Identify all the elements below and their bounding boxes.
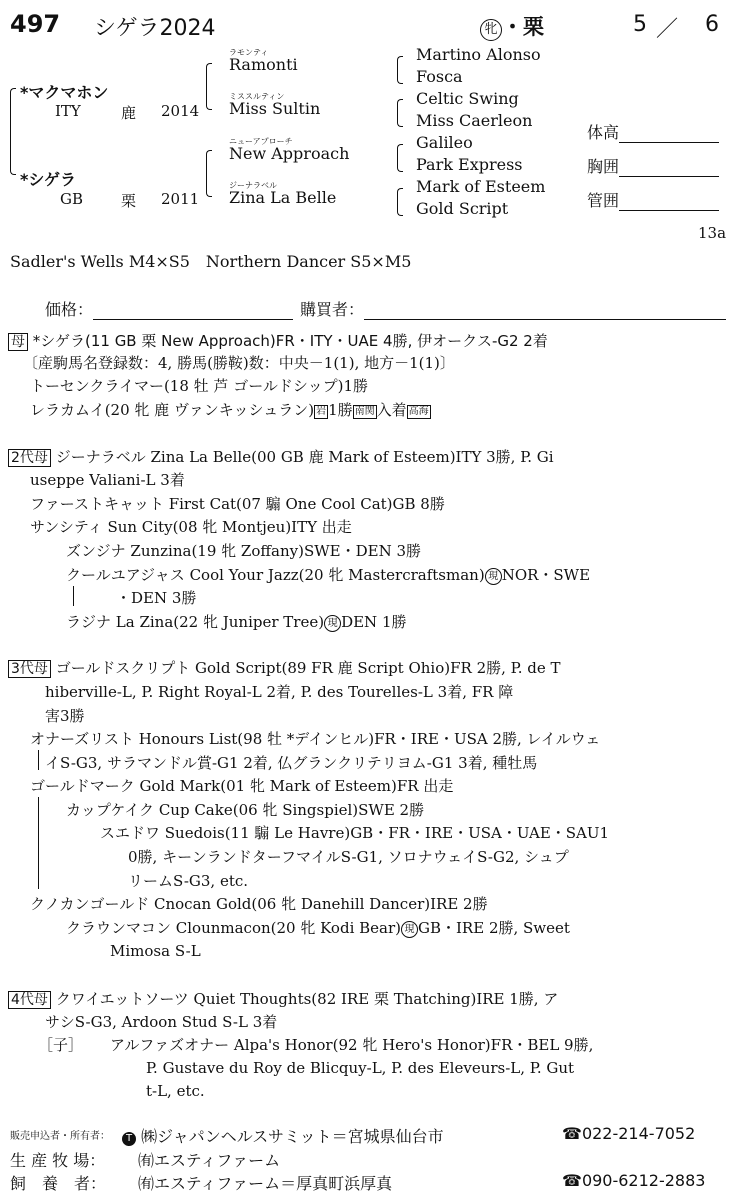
dam-dam-ruby: ジーナラベル: [229, 181, 277, 190]
third-dam-line-10: リームS-G3, etc.: [128, 872, 249, 890]
fourth-dam-line-2: サシS-G3, Ardoon Stud S-L 3着: [45, 1013, 278, 1031]
breeder: ㈲エスティファーム: [138, 1151, 281, 1170]
second-dam-line-1: 2代母 ジーナラベル Zina La Belle(00 GB 鹿 Mark of Esteem)ITY 3勝, P. Gi: [8, 446, 554, 469]
fourth-dam-children-label: ［子］: [38, 1036, 84, 1054]
second-dam-line-4: サンシティ Sun City(08 牝 Montjeu)ITY 出走: [30, 518, 352, 536]
seller-label: 販売申込者・所有者：: [10, 1131, 110, 1142]
sire-color: 鹿: [121, 104, 137, 122]
coat-color: ・栗: [502, 15, 544, 39]
birth-day: 6: [705, 12, 719, 37]
price-field: 価格：: [45, 297, 293, 320]
local-mark-icon: 岩: [316, 406, 327, 417]
second-dam-label: 2代母: [8, 449, 51, 467]
gen3-bracket-2: [397, 99, 403, 127]
chest-measure: 胸囲: [587, 154, 719, 177]
gen3-bracket-1: [397, 56, 403, 84]
dam-color: 栗: [121, 192, 137, 210]
dam-dam-name: Zina La Belle: [229, 188, 337, 207]
sire-name: *マクマホン: [20, 83, 109, 102]
dam-name: *シゲラ: [20, 170, 77, 189]
buyer-field: 購買者：: [300, 297, 726, 320]
gen3-8: Gold Script: [416, 199, 509, 218]
third-dam-line-11: クノカンゴールド Cnocan Gold(06 牝 Danehill Dancer)IRE 2勝: [30, 895, 488, 913]
keeper: ㈲エスティファーム＝厚真町浜厚真: [138, 1174, 393, 1193]
date-slash: ／: [656, 17, 679, 42]
third-dam-line-4: オナーズリスト Honours List(98 牡 *デインヒル)FR・IRE・USA 2勝, レイルウェ: [30, 730, 601, 748]
sire-dam-ruby: ミススルティン: [229, 92, 285, 101]
sex-symbol-icon: 牝: [480, 19, 502, 41]
active-mark-icon: 現: [401, 921, 418, 938]
sex-color: [480, 11, 544, 41]
nankan-mark-icon: 南関: [354, 406, 375, 417]
seller-phone: ☎022-214-7052: [562, 1124, 696, 1143]
third-dam-line-2: hiberville-L, P. Right Royal-L 2着, P. des Tourelles-L 3着, FR 障: [45, 683, 514, 701]
third-dam-line-7: カップケイク Cup Cake(06 牝 Singspiel)SWE 2勝: [66, 801, 425, 819]
tree-line: [38, 797, 39, 889]
dam-line-2: 〔産駒馬名登録数：4, 勝馬(勝鞍)数：中央－1(1), 地方－1(1)〕: [23, 354, 455, 372]
sire-sire-name: Ramonti: [229, 55, 298, 74]
gen3-5: Galileo: [416, 133, 473, 152]
dam-line-4: レラカムイ(20 牝 鹿 ヴァンキッシュラン) 岩 1勝 南関 入着 高海: [30, 401, 429, 419]
fourth-dam-line-4: P. Gustave du Roy de Blicquy-L, P. des Eleveurs-L, P. Gut: [146, 1059, 575, 1077]
gen3-3: Celtic Swing: [416, 89, 519, 108]
phone-icon: ☎: [562, 1124, 582, 1143]
horse-name: シゲラ2024: [94, 16, 216, 41]
third-dam-label: 3代母: [8, 660, 51, 678]
second-dam-line-7: ・DEN 3勝: [116, 589, 197, 607]
third-dam-line-13: Mimosa S-L: [110, 942, 201, 960]
third-dam-line-5: イS-G3, サラマンドル賞-G1 2着, 仏グランクリテリヨム-G1 3着, 種牡馬: [45, 754, 538, 772]
phone-icon: ☎: [562, 1171, 582, 1190]
dam-year: 2011: [161, 190, 200, 208]
dam-sire-name: New Approach: [229, 144, 350, 163]
active-mark-icon: 現: [485, 568, 502, 585]
lot-number: 497: [10, 10, 61, 38]
gen3-bracket-3: [397, 144, 403, 172]
third-dam-line-12: クラウンマコン Clounmacon(20 牝 Kodi Bear) 現 GB・IRE 2勝, Sweet: [66, 919, 570, 937]
gen3-4: Miss Caerleon: [416, 111, 533, 130]
sire-country: ITY: [55, 102, 81, 120]
gen3-2: Fosca: [416, 67, 463, 86]
dam-line-3: トーセンクライマー(18 牡 芦 ゴールドシップ)1勝: [30, 377, 368, 395]
seller: T ㈱ジャパンヘルスサミット＝宮城県仙台市: [122, 1124, 444, 1147]
gen3-bracket-4: [397, 188, 403, 216]
keeper-label: 飼 養 者：: [10, 1174, 107, 1193]
third-dam-line-8: スエドワ Suedois(11 騸 Le Havre)GB・FR・IRE・USA・UAE・SAU1: [100, 824, 610, 842]
dam-label: 母: [8, 333, 28, 351]
third-dam-line-1: 3代母 ゴールドスクリプト Gold Script(89 FR 鹿 Script Ohio)FR 2勝, P. de T: [8, 657, 561, 680]
active-mark-icon: 現: [324, 615, 341, 632]
pedigree-outer-bracket: [10, 88, 16, 175]
gen3-1: Martino Alonso: [416, 45, 541, 64]
second-dam-line-3: ファーストキャット First Cat(07 騸 One Cool Cat)GB 8勝: [30, 495, 445, 513]
fourth-dam-line-1: 4代母 クワイエットソーツ Quiet Thoughts(82 IRE 栗 Thatching)IRE 1勝, ア: [8, 988, 558, 1011]
keeper-phone: ☎090-6212-2883: [562, 1171, 706, 1190]
height-measure: 体高: [587, 120, 719, 143]
third-dam-line-3: 害3勝: [45, 707, 85, 725]
sire-bracket: [206, 63, 212, 110]
sire-year: 2014: [161, 102, 200, 120]
fourth-dam-label: 4代母: [8, 991, 51, 1009]
kokai-mark-icon: 高海: [408, 406, 429, 417]
birth-month: 5: [633, 12, 647, 37]
fourth-dam-line-5: t-L, etc.: [146, 1082, 205, 1100]
cannon-measure: 管囲: [587, 188, 719, 211]
second-dam-line-2: useppe Valiani-L 3着: [30, 471, 185, 489]
dam-bracket: [206, 150, 212, 197]
dam-sire-ruby: ニューアプローチ: [229, 137, 293, 146]
tree-line: [73, 586, 74, 606]
fourth-dam-line-3: アルファズオナー Alpa's Honor(92 牝 Hero's Honor)FR・BEL 9勝,: [110, 1036, 594, 1054]
inbreeding-line: Sadler's Wells M4×S5 Northern Dancer S5×M5: [10, 252, 412, 271]
third-dam-line-9: 0勝, キーンランドターフマイルS-G1, ソロナウェイS-G2, シュプ: [128, 848, 569, 866]
third-dam-line-6: ゴールドマーク Gold Mark(01 牝 Mark of Esteem)FR 出走: [30, 777, 454, 795]
dam-country: GB: [60, 190, 84, 208]
breeder-label: 生 産 牧 場：: [10, 1151, 106, 1170]
second-dam-line-6: クールユアジャス Cool Your Jazz(20 牝 Mastercraftsman) 現 NOR・SWE: [66, 566, 591, 584]
dam-line-1: 母 *シゲラ(11 GB 栗 New Approach)FR・ITY・UAE 4勝, 伊オークス-G2 2着: [8, 330, 548, 353]
second-dam-line-8: ラジナ La Zina(22 牝 Juniper Tree) 現 DEN 1勝: [66, 613, 407, 631]
sire-sire-ruby: ラモンティ: [229, 48, 269, 57]
gen3-7: Mark of Esteem: [416, 177, 546, 196]
measure-note: 13a: [698, 224, 727, 242]
gen3-6: Park Express: [416, 155, 523, 174]
tree-line: [38, 750, 39, 770]
sire-dam-name: Miss Sultin: [229, 99, 321, 118]
second-dam-line-5: ズンジナ Zunzina(19 牝 Zoffany)SWE・DEN 3勝: [66, 542, 422, 560]
logo-icon: T: [122, 1132, 136, 1146]
